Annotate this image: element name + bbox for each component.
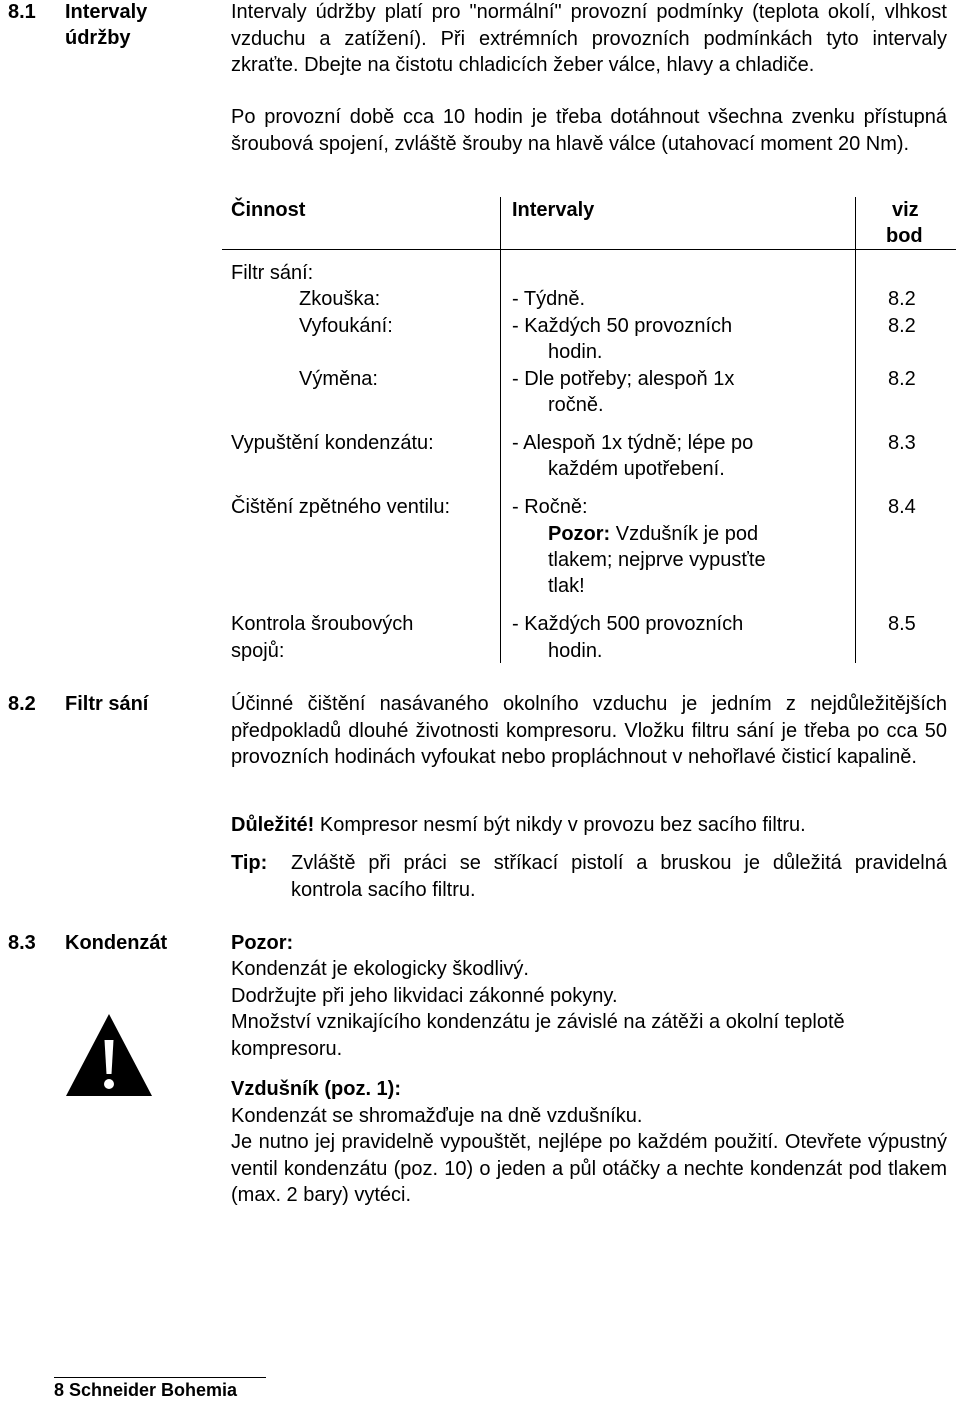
footer-rule xyxy=(54,1377,266,1378)
row-ref: 8.2 xyxy=(888,368,916,390)
column-header-intervals: Intervaly xyxy=(512,199,595,221)
row-interval: - Dle potřeby; alespoň 1x xyxy=(512,368,735,390)
row-activity: Zkouška: xyxy=(299,288,381,310)
tip-label: Tip: xyxy=(231,852,268,874)
row-activity: Vyfoukání: xyxy=(299,315,393,337)
row-interval-continued: ročně. xyxy=(548,394,604,416)
warning-triangle-icon xyxy=(64,1010,154,1100)
warning-text: Vzdušník je pod xyxy=(610,523,759,545)
row-ref: 8.4 xyxy=(888,496,916,518)
column-header-ref-line1: viz xyxy=(892,199,919,221)
column-header-activity: Činnost xyxy=(231,199,306,221)
filter-label: Filtr sání: xyxy=(231,262,314,284)
section-title-8-1-line2: údržby xyxy=(65,27,131,49)
row-interval-continued: hodin. xyxy=(548,640,603,662)
row-interval: - Alespoň 1x týdně; lépe po xyxy=(512,432,754,454)
row-activity: Výměna: xyxy=(299,368,378,390)
row-interval: - Každých 500 provozních xyxy=(512,613,744,635)
tightening-paragraph: Po provozní době cca 10 hodin je třeba dotáhnout všechna zvenku přístupná šroubová spojení, zvláště šrouby na hlavě válce (utahovací moment 20 Nm). xyxy=(231,106,947,155)
row-interval-continued xyxy=(548,521,758,547)
row-interval-continued: každém upotřebení. xyxy=(548,458,725,480)
row-ref: 8.2 xyxy=(888,315,916,337)
condensate-note-1: Kondenzát je ekologicky škodlivý. xyxy=(231,958,529,980)
section-number-8-1: 8.1 xyxy=(8,1,36,23)
important-text: Kompresor nesmí být nikdy v provozu bez sacího filtru. xyxy=(314,814,806,836)
row-activity: Vypuštění kondenzátu: xyxy=(231,432,434,454)
column-header-ref-line2: bod xyxy=(886,225,923,247)
row-ref: 8.3 xyxy=(888,432,916,454)
row-activity: Čištění zpětného ventilu: xyxy=(231,496,451,518)
table-header-rule xyxy=(222,249,956,250)
footer-page-label: 8 Schneider Bohemia xyxy=(54,1380,238,1400)
section-number-8-2: 8.2 xyxy=(8,693,36,715)
row-interval-continued: tlakem; nejprve vypusťte xyxy=(548,549,766,571)
filter-paragraph: Účinné čištění nasávaného okolního vzduchu je jedním z nejdůležitějších předpokladů dlouhé životnosti kompresoru. Vložku filtru sání je třeba po cca 50 provozních hodinách vyfoukat nebo propláchnout v nehořlavé čisticí kapalině. xyxy=(231,693,947,768)
tip-text: Zvláště při práci se stříkací pistolí a bruskou je důležitá pravidelná kontrola sacího filtru. xyxy=(291,852,947,901)
row-ref: 8.5 xyxy=(888,613,916,635)
air-tank-label: Vzdušník (poz. 1): xyxy=(231,1078,401,1100)
row-interval: - Ročně: xyxy=(512,496,588,518)
section-title-8-1-line1: Intervaly xyxy=(65,1,148,23)
section-title-8-3: Kondenzát xyxy=(65,932,168,954)
condensate-note-3: Množství vznikajícího kondenzátu je závislé na zátěži a okolní teplotě kompresoru. xyxy=(231,1011,845,1060)
row-interval: - Týdně. xyxy=(512,288,585,310)
section-title-8-2: Filtr sání xyxy=(65,693,149,715)
row-interval: - Každých 50 provozních xyxy=(512,315,733,337)
air-tank-note-1: Kondenzát se shromažďuje na dně vzdušníku. xyxy=(231,1105,643,1127)
maintenance-intro-paragraph: Intervaly údržby platí pro "normální" provozní podmínky (teplota okolí, vlhkost vzduchu a zatížení). Při extrémních provozních podmínkách tyto intervaly zkraťte. Dbejte na čistotu chladicích žeber válce, hlavy a chladiče. xyxy=(231,1,947,76)
row-interval-continued: hodin. xyxy=(548,341,603,363)
table-divider-right xyxy=(855,197,856,663)
section-number-8-3: 8.3 xyxy=(8,932,36,954)
important-label: Důležité! xyxy=(231,814,315,836)
condensate-note-2: Dodržujte při jeho likvidaci zákonné pokyny. xyxy=(231,985,618,1007)
table-divider-left xyxy=(500,197,501,663)
warning-label: Pozor: xyxy=(548,523,611,545)
row-ref: 8.2 xyxy=(888,288,916,310)
row-activity: Kontrola šroubových xyxy=(231,613,414,635)
row-activity-continued: spojů: xyxy=(231,640,285,662)
row-interval-continued: tlak! xyxy=(548,575,585,597)
important-note xyxy=(231,812,806,838)
air-tank-paragraph: Je nutno jej pravidelně vypouštět, nejlépe po každém použití. Otevřete výpustný ventil kondenzátu (poz. 10) o jeden a půl otáčky a nechte kondenzát pod tlakem (max. 2 bary) vytéci. xyxy=(231,1131,947,1206)
caution-label: Pozor: xyxy=(231,932,294,954)
